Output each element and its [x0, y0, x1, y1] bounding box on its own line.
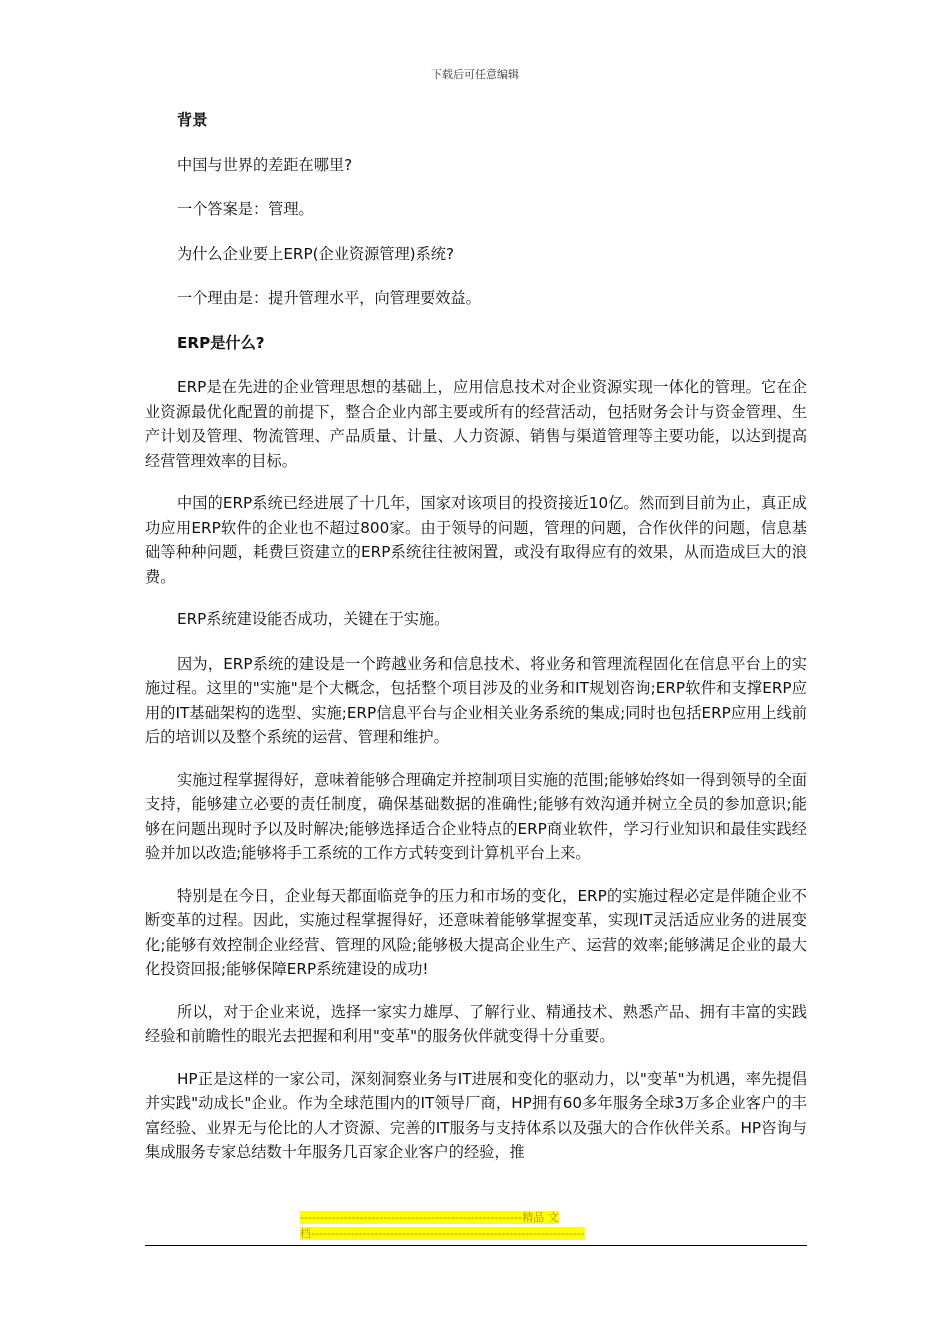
footer-line-2: 档---------------------------------------------------------------------: [300, 1227, 585, 1240]
page-header: 下载后可任意编辑: [431, 68, 519, 81]
footer-divider: [145, 1245, 807, 1246]
question-why-erp: 为什么企业要上ERP(企业资源管理)系统?: [177, 244, 455, 263]
heading-background: 背景: [177, 111, 208, 129]
paragraph-implementation-process: 实施过程掌握得好，意味着能够合理确定并控制项目实施的范围;能够始终如一得到领导的全面支持，能够建立必要的责任制度，确保基础数据的准确性;能够有效沟通并树立全员的参加意识;能够在问题出现时予以及时解决;能够选择适合企业特点的ERP商业软件，学习行业知识和最佳实践经验并加以改造;能够将手工系统的工作方式转变到计算机平台上来。: [145, 770, 807, 862]
paragraph-china-erp: 中国的ERP系统已经进展了十几年，国家对该项目的投资接近10亿。然而到目前为止，真正成功应用ERP软件的企业也不超过800家。由于领导的问题，管理的问题，合作伙伴的问题，信息基础等种种问题，耗费巨资建立的ERP系统往往被闲置，或没有取得应有的效果，从而造成巨大的浪费。: [145, 494, 807, 586]
paragraph-key-implementation: ERP系统建设能否成功，关键在于实施。: [177, 610, 450, 628]
answer-reason: 一个理由是：提升管理水平，向管理要效益。: [177, 289, 481, 307]
paragraph-hp: HP正是这样的一家公司，深刻洞察业务与IT进展和变化的驱动力，以"变革"为机遇，率先提倡并实践"动成长"企业。作为全球范围内的IT领导厂商，HP拥有60多年服务全球3万多企业客户的丰富经验、业界无与伦比的人才资源、完善的IT服务与支持体系以及强大的合作伙伴关系。HP咨询与集成服务专家总结数十年服务几百家企业客户的经验，推: [145, 1069, 807, 1161]
paragraph-especially-today: 特别是在今日，企业每天都面临竞争的压力和市场的变化，ERP的实施过程必定是伴随企业不断变革的过程。因此，实施过程掌握得好，还意味着能够掌握变革，实现IT灵活适应业务的进展变化;能够有效控制企业经营、管理的风险;能够极大提高企业生产、运营的效率;能够满足企业的最大化投资回报;能够保障ERP系统建设的成功!: [145, 886, 807, 978]
document-body: [145, 108, 807, 1183]
footer-line-1: --------------------------------------------------------精品 文: [300, 1211, 559, 1224]
paragraph-because: 因为，ERP系统的建设是一个跨越业务和信息技术、将业务和管理流程固化在信息平台上的实施过程。这里的"实施"是个大概念，包括整个项目涉及的业务和IT规划咨询;ERP软件和支撑ERP应用的IT基础架构的选型、实施;ERP信息平台与企业相关业务系统的集成;同时也包括ERP应用上线前后的培训以及整个系统的运营、管理和维护。: [145, 654, 807, 746]
footer-watermark: [300, 1210, 650, 1242]
heading-what-is-erp: ERP是什么?: [177, 333, 265, 352]
question-gap: 中国与世界的差距在哪里?: [177, 155, 353, 174]
answer-management: 一个答案是：管理。: [177, 200, 314, 218]
paragraph-erp-definition: ERP是在先进的企业管理思想的基础上，应用信息技术对企业资源实现一体化的管理。它在企业资源最优化配置的前提下，整合企业内部主要或所有的经营活动，包括财务会计与资金管理、生产计划及管理、物流管理、产品质量、计量、人力资源、销售与渠道管理等主要功能，以达到提高经营管理效率的目标。: [145, 378, 807, 470]
paragraph-therefore: 所以，对于企业来说，选择一家实力雄厚、了解行业、精通技术、熟悉产品、拥有丰富的实践经验和前瞻性的眼光去把握和利用"变革"的服务伙伴就变得十分重要。: [145, 1002, 807, 1045]
